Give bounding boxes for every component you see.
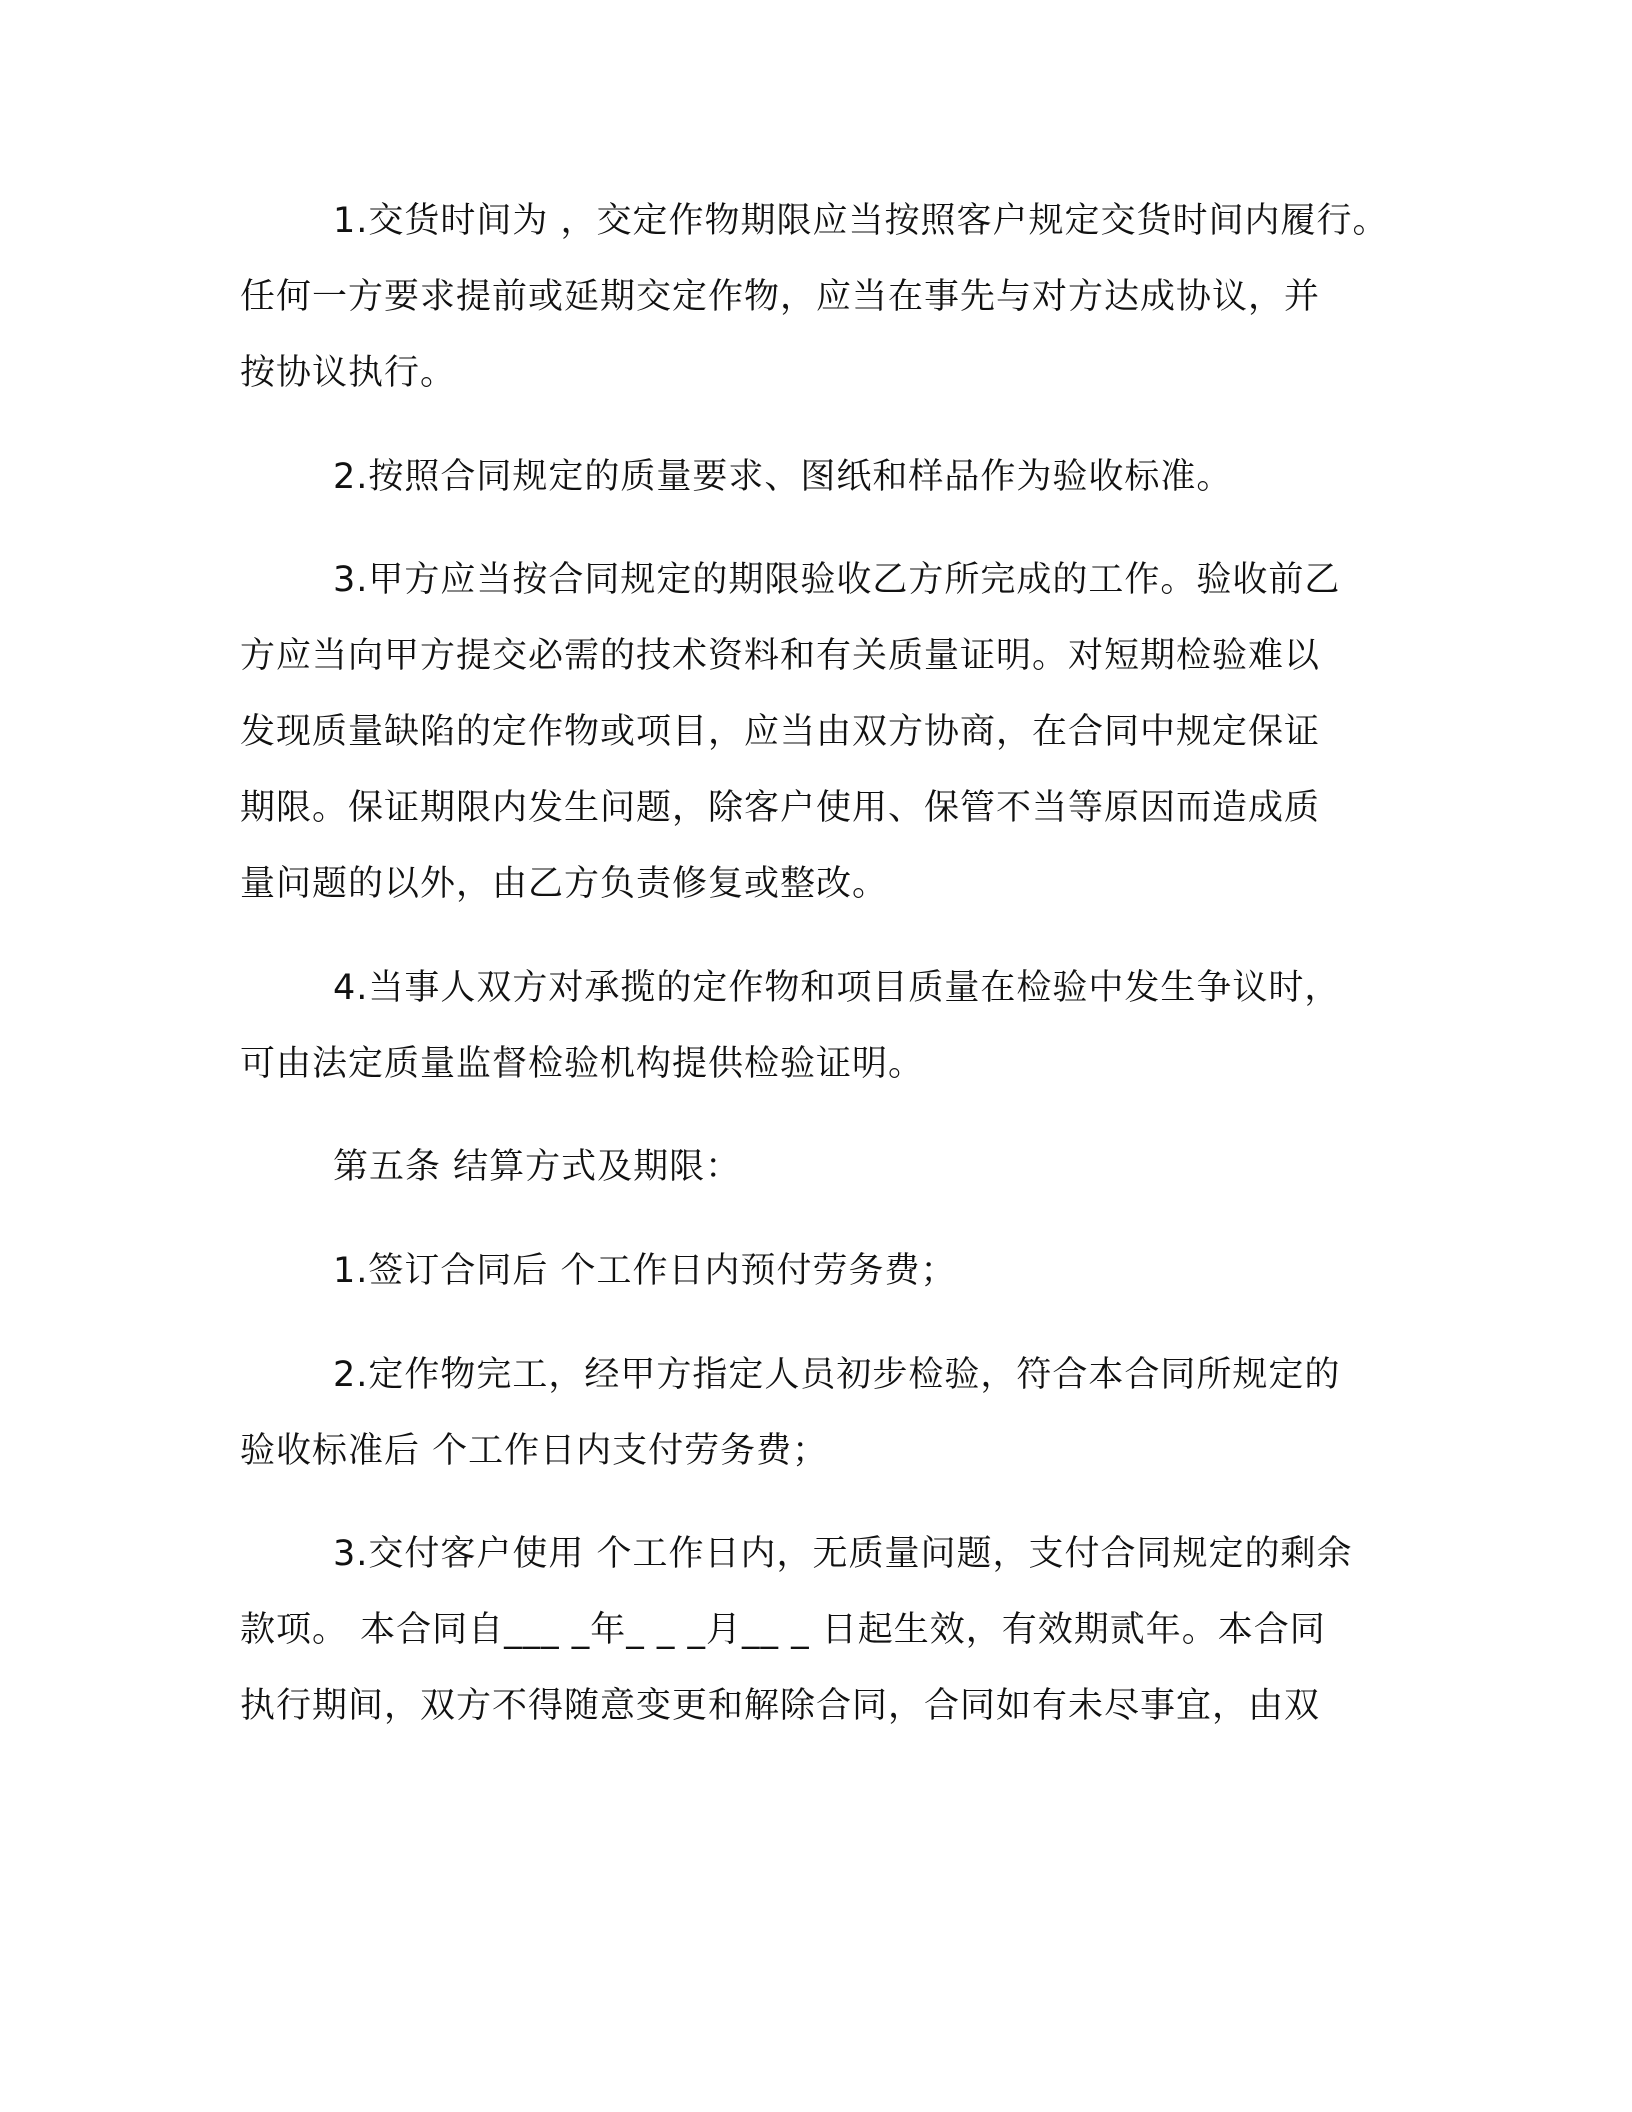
text-line: 1.签订合同后 个工作日内预付劳务费； (333, 1251, 957, 1291)
text-line: 4.当事人双方对承揽的定作物和项目质量在检验中发生争议时， (333, 968, 1341, 1008)
text-line: 3.甲方应当按合同规定的期限验收乙方所完成的工作。验收前乙 (333, 560, 1341, 600)
text-line: 任何一方要求提前或延期交定作物，应当在事先与对方达成协议，并 (240, 277, 1321, 317)
text-line: 2.按照合同规定的质量要求、图纸和样品作为验收标准。 (333, 457, 1233, 497)
text-line: 验收标准后 个工作日内支付劳务费； (240, 1431, 829, 1471)
text-line: 方应当向甲方提交必需的技术资料和有关质量证明。对短期检验难以 (240, 636, 1321, 676)
text-line: 1.交货时间为 ，交定作物期限应当按照客户规定交货时间内履行。 (333, 201, 1389, 241)
section-heading: 第五条 结算方式及期限： (333, 1147, 742, 1187)
text-line: 2.定作物完工，经甲方指定人员初步检验，符合本合同所规定的 (333, 1355, 1341, 1395)
text-line: 可由法定质量监督检验机构提供检验证明。 (240, 1044, 925, 1084)
text-line: 量问题的以外，由乙方负责修复或整改。 (240, 864, 889, 904)
text-line: 款项。 本合同自___ _年_ _ _月__ _ 日起生效，有效期贰年。本合同 (240, 1610, 1326, 1650)
text-line: 3.交付客户使用 个工作日内，无质量问题，支付合同规定的剩余 (333, 1534, 1353, 1574)
text-line: 执行期间，双方不得随意变更和解除合同，合同如有未尽事宜，由双 (240, 1686, 1321, 1726)
text-line: 按协议执行。 (240, 353, 457, 393)
text-line: 期限。保证期限内发生问题，除客户使用、保管不当等原因而造成质 (240, 788, 1321, 828)
text-line: 发现质量缺陷的定作物或项目，应当由双方协商，在合同中规定保证 (240, 712, 1321, 752)
